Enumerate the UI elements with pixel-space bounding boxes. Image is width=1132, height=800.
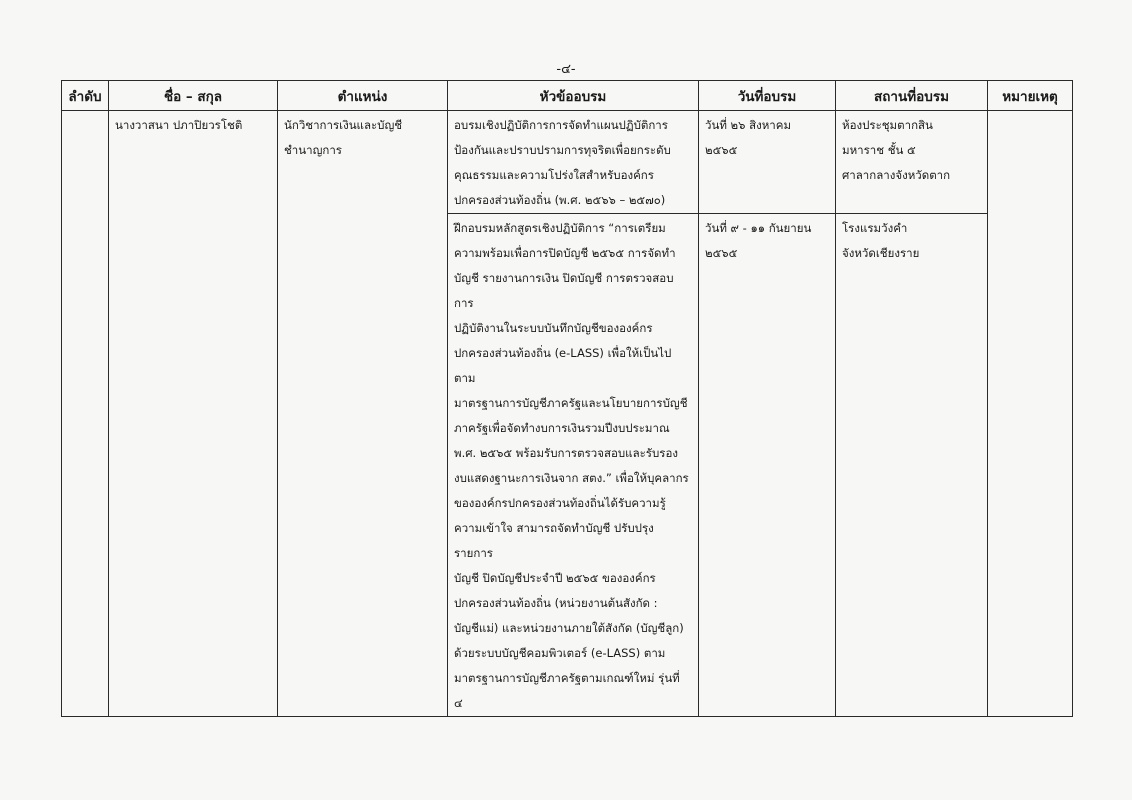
header-name: ชื่อ – สกุล xyxy=(109,81,278,111)
name-cell: นางวาสนา ปภาปิยวรโชติ xyxy=(109,111,278,717)
date-cell: วันที่ ๒๖ สิงหาคม ๒๕๖๕ xyxy=(699,111,836,214)
header-remark: หมายเหตุ xyxy=(988,81,1073,111)
header-topic: หัวข้ออบรม xyxy=(448,81,699,111)
header-place: สถานที่อบรม xyxy=(836,81,988,111)
page-number: -๔- xyxy=(556,62,576,77)
date-cell: วันที่ ๙ - ๑๑ กันยายน ๒๕๖๕ xyxy=(699,214,836,717)
position-cell: นักวิชาการเงินและบัญชี ชำนาญการ xyxy=(278,111,448,717)
order-cell xyxy=(62,111,109,717)
header-date: วันที่อบรม xyxy=(699,81,836,111)
topic-cell: ฝึกอบรมหลักสูตรเชิงปฏิบัติการ “การเตรียม ความพร้อมเพื่อการปิดบัญชี ๒๕๖๕ การจัดทำ บัญชี รายงานการเงิน ปิดบัญชี การตรวจสอบการ ปฏิบัติงานในระบบบันทึกบัญชีขององค์กร ปกครองส่วนท้องถิ่น (e-LASS) เพื่อให้เป็นไปตาม มาตรฐานการบัญชีภาครัฐและนโยบายการบัญชี ภาครัฐเพื่อจัดทำงบการเงินรวมปีงบประมาณ พ.ศ. ๒๕๖๕ พร้อมรับการตรวจสอบและรับรอง งบแสดงฐานะการเงินจาก สตง.” เพื่อให้บุคลากร ขององค์กรปกครองส่วนท้องถิ่นได้รับความรู้ ความเข้าใจ สามารถจัดทำบัญชี ปรับปรุงรายการ บัญชี ปิดบัญชีประจำปี ๒๕๖๕ ขององค์กร ปกครองส่วนท้องถิ่น (หน่วยงานต้นสังกัด : บัญชีแม่) และหน่วยงานภายใต้สังกัด (บัญชีลูก) ด้วยระบบบัญชีคอมพิวเตอร์ (e-LASS) ตาม มาตรฐานการบัญชีภาครัฐตามเกณฑ์ใหม่ รุ่นที่ ๔ xyxy=(448,214,699,717)
header-position: ตำแหน่ง xyxy=(278,81,448,111)
table-row xyxy=(62,111,1073,214)
topic-cell: อบรมเชิงปฏิบัติการการจัดทำแผนปฏิบัติการ ป้องกันและปราบปรามการทุจริตเพื่อยกระดับ คุณธรรมและความโปร่งใสสำหรับองค์กร ปกครองส่วนท้องถิ่น (พ.ศ. ๒๕๖๖ – ๒๕๗๐) xyxy=(448,111,699,214)
place-cell: ห้องประชุมตากสิน มหาราช ชั้น ๕ ศาลากลางจังหวัดตาก xyxy=(836,111,988,214)
header-row xyxy=(62,81,1073,111)
place-cell: โรงแรมวังคำ จังหวัดเชียงราย xyxy=(836,214,988,717)
header-order: ลำดับ xyxy=(62,81,109,111)
training-table xyxy=(61,80,1073,717)
remark-cell xyxy=(988,111,1073,717)
